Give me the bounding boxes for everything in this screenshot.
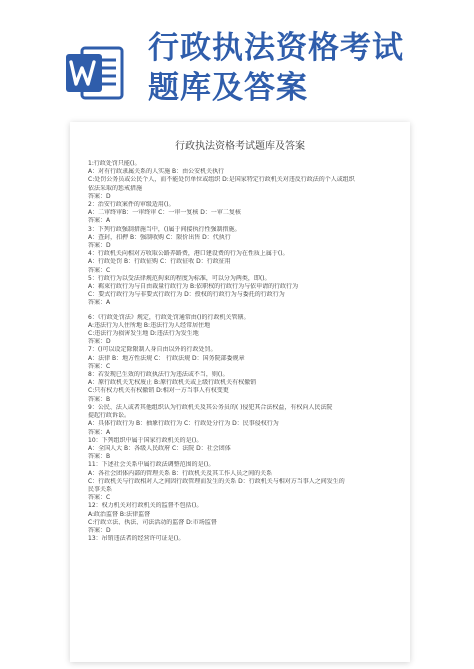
banner-title-line1: 行政执法资格考试 (148, 30, 404, 66)
document-line: A：二审终审B：一审终审 C：一审一复核 D：一审二复核 (88, 209, 241, 217)
document-line: 答案：C (88, 362, 111, 370)
document-line: A：查封，扣押 B：强制收购 C：限价出售 D：代执行 (88, 233, 231, 241)
document-body (88, 160, 394, 543)
document-line: 答案：A (88, 217, 111, 225)
document-line: 答案：C (88, 494, 111, 502)
document-line: 答案：B (88, 453, 111, 461)
document-line: 2：治安行政案件的审级适用()。 (88, 201, 175, 209)
document-line: C:违法行为损害发生地 D:违法行为发生地 (88, 330, 199, 338)
document-line: 8：若发现已生效的行政执法行为违法或不当，则()。 (88, 371, 229, 379)
document-line: A：羁束行政行为与自由裁量行政行为 B:依职权的行政行为与依申请的行政行为 (88, 283, 299, 291)
document-line: 答案：D (88, 192, 111, 200)
document-line: 答案：A (88, 299, 111, 307)
document-line: 7：()可以设定除限制人身自由以外的行政处罚。 (88, 346, 217, 354)
word-icon (64, 42, 126, 104)
document-line: A：原行政机关无权废止 B:原行政机关或上级行政机关有权撤销 (88, 379, 257, 387)
document-line: 3：下列行政强制措施当中，()属于间接执行性强制措施。 (88, 225, 241, 233)
document-line: 提起行政诉讼。 (88, 412, 131, 420)
document-line: 5：行政行为以受法律规范拘束的程度为标准，可以分为两类，即()。 (88, 274, 271, 282)
document-line: A：行政处罚 B：行政征购 C：行政征收 D：行政征用 (88, 258, 231, 266)
document-line: 6：《行政处罚法》规定，行政处罚通常由()的行政机关管辖。 (88, 313, 250, 321)
document-line: 依法采取的惩戒措施 (88, 184, 143, 192)
document-line: 4：行政机关向相对方收取公路养路费，港口建设费的行为在性质上属于()。 (88, 250, 289, 258)
document-line: C:只有权力机关有权撤销 D:相对一方当事人有权变更 (88, 387, 229, 395)
banner-header (0, 0, 474, 130)
document-line: 13：吊销违法者的经营许可证是()。 (88, 535, 185, 543)
document-line: 答案：D (88, 242, 111, 250)
document-line: 12：权力机关对行政机关的监督不包括()。 (88, 502, 203, 510)
document-title: 行政执法资格考试题库及答案 (175, 141, 305, 152)
document-line: A：对有行政隶属关系的人实施 B：由公安机关执行 (88, 168, 225, 176)
document-line: 9：公民、法人或者其他组织认为行政机关及其公务员的( )侵犯其合法权益，有权向人民法院 (88, 403, 333, 411)
document-line: A：具体行政行为 B：抽象行政行为 C：行政处分行为 D：民事侵权行为 (88, 420, 279, 428)
document-line: C：要式行政行为与非要式行政行为 D：授权的行政行为与委托的行政行为 (88, 291, 285, 299)
document-line: A：各社会团体内部的管理关系 B：行政机关及其工作人员之间的关系 (88, 469, 273, 477)
document-line: 答案：B (88, 395, 111, 403)
document-line: A:违法行为人住所地 B:违法行为人经常居住地 (88, 321, 211, 329)
banner-title-line2: 题库及答案 (148, 70, 308, 106)
document-line: C:处罚公务员或公民个人，而不能处罚单位或组织 D:是国家特定行政机关对违反行政法的个人或组织 (88, 176, 355, 184)
document-line: 答案：D (88, 526, 111, 534)
document-line: 11：下述社会关系中属行政法调整范围的是()。 (88, 461, 215, 469)
document-line: 答案：C (88, 266, 111, 274)
document-line: A:政治监督 B:法律监督 (88, 510, 151, 518)
document-line: 10：下列组织中属于国家行政机关的是()。 (88, 436, 203, 444)
document-line: 答案：D (88, 338, 111, 346)
document-line: A：法律 B：地方性法规 C： 行政法规 D：国务院部委规章 (88, 354, 245, 362)
document-line: C：行政机关与行政相对人之间因行政管理而发生的关系 D：行政机关与相对方当事人之间发生的 (88, 477, 345, 485)
document-line: 答案：A (88, 428, 111, 436)
banner-title (148, 28, 458, 108)
document-page (70, 122, 410, 662)
document-line: A：全国人大 B：各级人民政府 C：法院 D：社会团体 (88, 444, 231, 452)
document-line: C:行政立法、执法、司法活动的监督 D:市场监督 (88, 518, 217, 526)
document-line: 1:行政处罚只能()。 (88, 160, 141, 167)
document-line: 民事关系 (88, 485, 113, 493)
